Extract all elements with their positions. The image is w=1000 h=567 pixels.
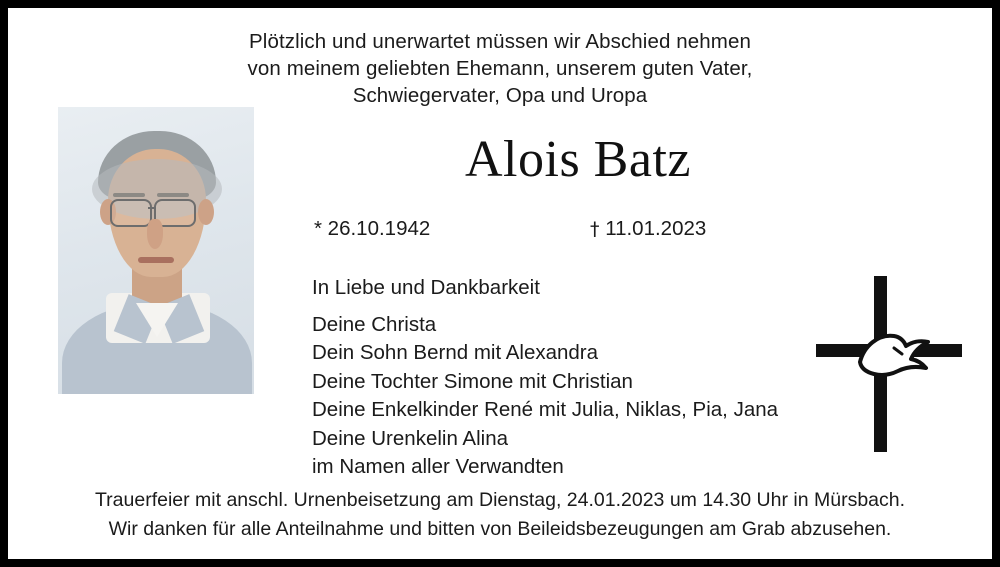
obituary-notice bbox=[8, 8, 992, 559]
death-date: 11.01.2023 bbox=[605, 217, 707, 240]
mourners-lead: In Liebe und Dankbarkeit bbox=[312, 276, 540, 299]
mourner-line: Dein Sohn Bernd mit Alexandra bbox=[312, 341, 599, 364]
mourner-line: Deine Urenkelin Alina bbox=[312, 426, 509, 450]
mourner-line: Deine Christa bbox=[312, 312, 437, 336]
intro-text bbox=[8, 28, 992, 109]
intro-line-3: Schwiegervater, Opa und Uropa bbox=[352, 84, 648, 107]
funeral-info bbox=[8, 486, 992, 544]
intro-line-2: von meinem geliebten Ehemann, unserem guten Vater, bbox=[247, 57, 753, 80]
intro-line-1: Plötzlich und unerwartet müssen wir Abschied nehmen bbox=[249, 30, 751, 53]
birth-date: * 26.10.1942 bbox=[314, 217, 431, 240]
mourners-block bbox=[312, 274, 778, 482]
mourner-line: im Namen aller Verwandten bbox=[312, 455, 564, 478]
funeral-line-2: Wir danken für alle Anteilnahme und bitten von Beileidsbezeugungen am Grab abzusehen. bbox=[108, 518, 892, 540]
portrait-nose bbox=[147, 219, 163, 249]
deceased-name: Alois Batz bbox=[465, 131, 691, 188]
portrait-glasses-bridge bbox=[148, 207, 156, 209]
christian-cross-with-dove-icon bbox=[816, 276, 962, 452]
death-date-group bbox=[590, 217, 706, 241]
portrait-photo bbox=[58, 107, 254, 394]
portrait-glasses-left bbox=[110, 199, 152, 227]
portrait-illustration bbox=[58, 107, 254, 394]
portrait-eyebrow-right bbox=[157, 193, 189, 197]
portrait-eyebrow-left bbox=[113, 193, 145, 197]
portrait-ear-right bbox=[198, 199, 214, 225]
mourner-line: Deine Tochter Simone mit Christian bbox=[312, 369, 633, 393]
portrait-mouth bbox=[138, 257, 174, 263]
mourner-line: Deine Enkelkinder René mit Julia, Niklas, Pia, Jana bbox=[312, 398, 779, 421]
funeral-line-1: Trauerfeier mit anschl. Urnenbeisetzung am Dienstag, 24.01.2023 um 14.30 Uhr in Mürsbach. bbox=[94, 489, 906, 511]
cross-dagger-icon: † bbox=[590, 218, 600, 240]
